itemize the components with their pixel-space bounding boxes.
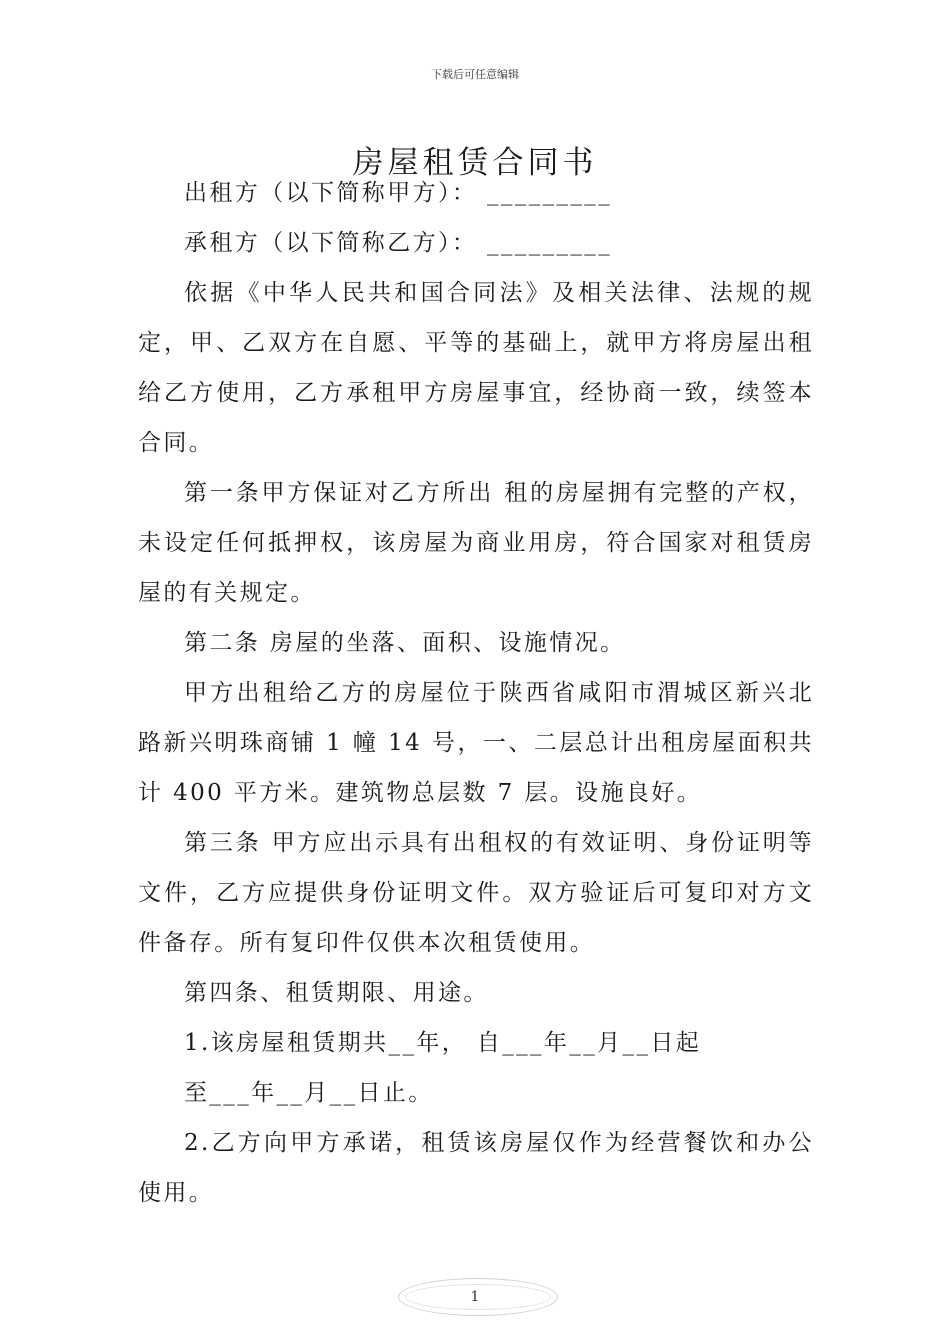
paragraph-lessee: 承租方（以下简称乙方）： _________ — [184, 230, 613, 256]
paragraph-article-2-body: 甲方出租给乙方的房屋位于陕西省咸阳市渭城区新兴北路新兴明珠商铺 1 幢 14 号，一、二层总计出租房屋面积共计 400 平方米。建筑物总层数 7 层。设施良好。 — [138, 680, 814, 806]
paragraph-term-start: 1.该房屋租赁期共__年， 自___年__月__日起 — [184, 1030, 702, 1056]
paragraph-article-1: 第一条甲方保证对乙方所出 租的房屋拥有完整的产权，未设定任何抵押权，该房屋为商业用房，符合国家对租赁房屋的有关规定。 — [138, 480, 814, 606]
header-note: 下载后可任意编辑 — [431, 68, 519, 81]
paragraph-usage: 2.乙方向甲方承诺，租赁该房屋仅作为经营餐饮和办公使用。 — [138, 1130, 814, 1206]
paragraph-preamble: 依据《中华人民共和国合同法》及相关法律、法规的规定，甲、乙双方在自愿、平等的基础上，就甲方将房屋出租给乙方使用，乙方承租甲方房屋事宜，经协商一致，续签本合同。 — [138, 280, 814, 456]
paragraph-article-4-heading: 第四条、租赁期限、用途。 — [184, 980, 489, 1006]
paragraph-term-end: 至___年__月__日止。 — [184, 1080, 434, 1106]
paragraph-article-3: 第三条 甲方应出示具有出租权的有效证明、身份证明等文件，乙方应提供身份证明文件。双方验证后可复印对方文件备存。所有复印件仅供本次租赁使用。 — [138, 830, 814, 956]
document-title: 房屋租赁合同书 — [352, 144, 598, 181]
contract-body — [138, 168, 814, 1218]
paragraph-lessor: 出租方（以下简称甲方）： _________ — [184, 180, 613, 206]
page-number: 1 — [470, 1289, 480, 1305]
paragraph-article-2-heading: 第二条 房屋的坐落、面积、设施情况。 — [184, 630, 626, 656]
